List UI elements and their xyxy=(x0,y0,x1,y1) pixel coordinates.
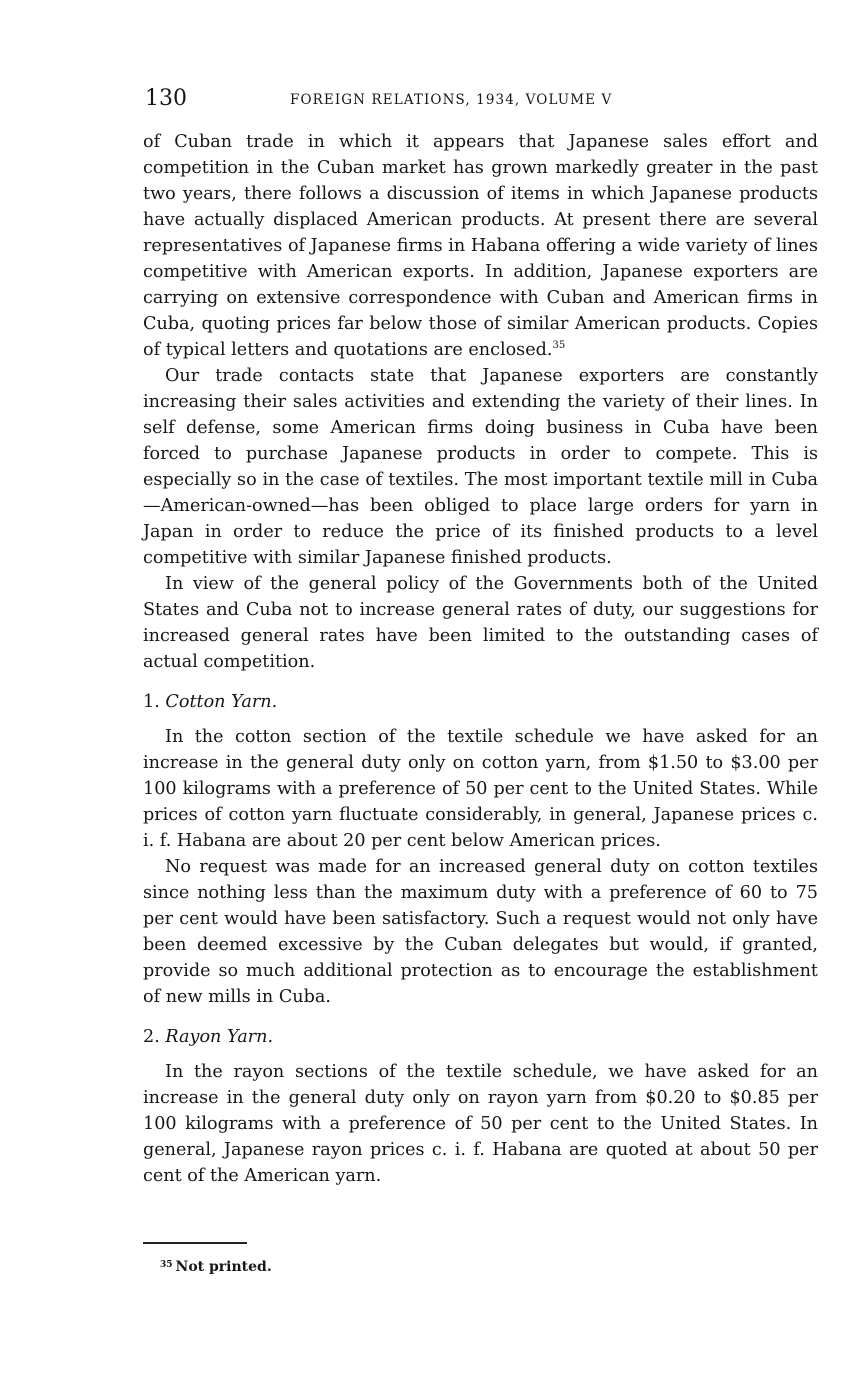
section-title: Rayon Yarn. xyxy=(165,1027,274,1047)
paragraph-2: Our trade contacts state that Japanese exporters are constantly increasing their sales activities and extending the variety of their lines. In self defense, some American firms doing business in Cuba have been forced to purchase Japanese products in order to compete. This is especially so in the case of textiles. The most important textile mill in Cuba—American-owned—has been obliged to place large orders for yarn in Japan in order to reduce the price of its finished products to a level competitive with similar Japanese finished products. xyxy=(143,366,818,568)
footnote xyxy=(160,1256,272,1278)
section-heading-cotton-yarn xyxy=(143,689,818,715)
page-number: 130 xyxy=(145,86,187,111)
footnote-text: Not printed. xyxy=(175,1259,272,1275)
paragraph-3: In view of the general policy of the Governments both of the United States and Cuba not to increase general rates of duty, our suggestions for increased general rates have been limited to the outstanding cases of actual competition. xyxy=(143,574,818,672)
body-text xyxy=(143,129,818,1189)
paragraph-4: In the cotton section of the textile schedule we have asked for an increase in the general duty only on cotton yarn, from $1.50 to $3.00 per 100 kilograms with a preference of 50 per cent to the United States. While prices of cotton yarn fluctuate considerably, in general, Japanese prices c. i. f. Habana are about 20 per cent below American prices. xyxy=(143,727,818,851)
footnote-divider xyxy=(143,1242,247,1244)
footnote-mark: 35 xyxy=(160,1260,173,1270)
paragraph-1-text: of Cuban trade in which it appears that Japanese sales effort and competition in the Cuban market has grown markedly greater in the past two years, there follows a discussion of items in which Japanese products have actually displaced American products. At present there are several representatives of Japanese firms in Habana offering a wide variety of lines competitive with American exports. In addition, Japanese exporters are carrying on extensive correspondence with Cuban and American firms in Cuba, quoting prices far below those of similar American products. Copies of typical letters and quotations are enclosed. xyxy=(143,132,818,360)
page-header xyxy=(145,84,817,114)
paragraph-6: In the rayon sections of the textile schedule, we have asked for an increase in the general duty only on rayon yarn from $0.20 to $0.85 per 100 kilograms with a preference of 50 per cent to the United States. In general, Japanese rayon prices c. i. f. Habana are quoted at about 50 per cent of the American yarn. xyxy=(143,1062,818,1186)
section-heading-rayon-yarn xyxy=(143,1024,818,1050)
section-number: 1. xyxy=(143,692,160,712)
paragraph-1 xyxy=(143,129,818,363)
paragraph-5: No request was made for an increased general duty on cotton textiles since nothing less than the maximum duty with a preference of 60 to 75 per cent would have been satisfactory. Such a request would not only have been deemed excessive by the Cuban delegates but would, if granted, provide so much additional protection as to encourage the establishment of new mills in Cuba. xyxy=(143,857,818,1007)
footnote-reference: 35 xyxy=(552,340,566,351)
running-head: FOREIGN RELATIONS, 1934, VOLUME V xyxy=(290,92,613,108)
section-number: 2. xyxy=(143,1027,160,1047)
section-title: Cotton Yarn. xyxy=(165,692,278,712)
